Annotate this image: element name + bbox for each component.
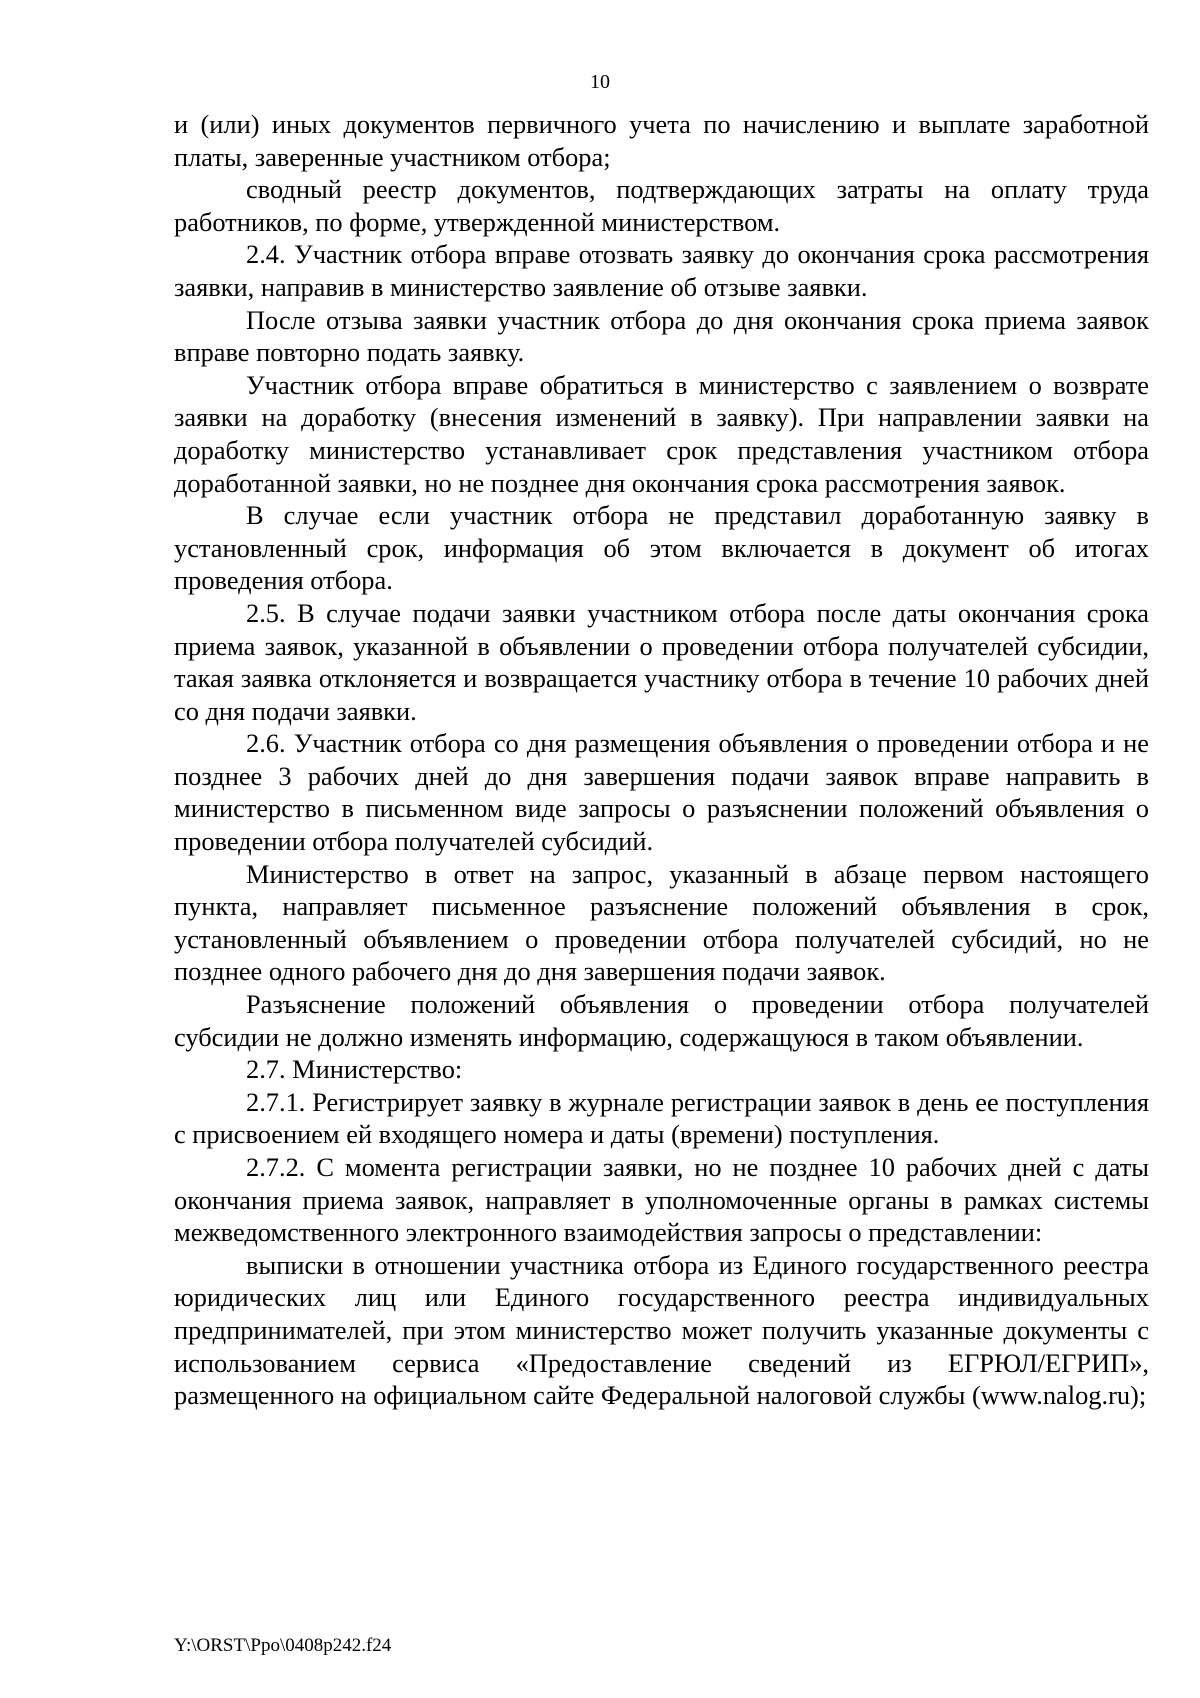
paragraph-3: 2.4. Участник отбора вправе отозвать заявку до окончания срока рассмотрения заявки, направив в министерство заявление об отзыве заявки. [174,239,1149,302]
paragraph-5: Участник отбора вправе обратиться в министерство с заявлением о возврате заявки на доработку (внесения изменений в заявку). При направлении заявки на доработку министерство устанавливает срок представления участником отбора доработанной заявки, но не позднее дня окончания срока рассмотрения заявок. [174,369,1149,498]
paragraph-6: В случае если участник отбора не представил доработанную заявку в установленный срок, информация об этом включается в документ об итогах проведения отбора. [174,500,1149,596]
document-body [174,108,1149,1412]
paragraph-10: Разъяснение положений объявления о проведении отбора получателей субсидии не должно изменять информацию, содержащуюся в таком объявлении. [174,989,1149,1052]
paragraph-9: Министерство в ответ на запрос, указанный в абзаце первом настоящего пункта, направляет письменное разъяснение положений объявления в срок, установленный объявлением о проведении отбора получателей субсидий, но не позднее одного рабочего дня до дня завершения подачи заявок. [174,858,1149,987]
paragraph-14: выписки в отношении участника отбора из Единого государственного реестра юридических лиц или Единого государственного реестра индивидуальных предпринимателей, при этом министерство может получить указанные документы с использованием сервиса «Предоставление сведений из ЕГРЮЛ/ЕГРИП», размещенного на официальном сайте Федеральной налоговой службы (www.nalog.ru); [174,1249,1149,1411]
paragraph-11: 2.7. Министерство: [246,1054,463,1085]
paragraph-4: После отзыва заявки участник отбора до дня окончания срока приема заявок вправе повторно подать заявку. [174,304,1149,368]
page-number: 10 [590,71,610,93]
paragraph-7: 2.5. В случае подачи заявки участником отбора после даты окончания срока приема заявок, указанной в объявлении о проведении отбора получателей субсидии, такая заявка отклоняется и возвращается участнику отбора в течение 10 рабочих дней со дня подачи заявки. [174,597,1149,726]
paragraph-8: 2.6. Участник отбора со дня размещения объявления о проведении отбора и не позднее 3 рабочих дней до дня завершения подачи заявок вправе направить в министерство в письменном виде запросы о разъяснении положений объявления о проведении отбора получателей субсидий. [174,728,1149,857]
paragraph-1: и (или) иных документов первичного учета по начислению и выплате заработной платы, заверенные участником отбора; [174,109,1149,172]
paragraph-13: 2.7.2. С момента регистрации заявки, но не позднее 10 рабочих дней с даты окончания приема заявок, направляет в уполномоченные органы в рамках системы межведомственного электронного взаимодействия запросы о представлении: [174,1152,1149,1248]
footer-file-path: Y:\ORST\Ppo\0408p242.f24 [174,1635,392,1656]
paragraph-2: сводный реестр документов, подтверждающих затраты на оплату труда работников, по форме, утвержденной министерством. [174,174,1149,237]
paragraph-12: 2.7.1. Регистрирует заявку в журнале регистрации заявок в день ее поступления с присвоением ей входящего номера и даты (времени) поступления. [174,1086,1149,1150]
